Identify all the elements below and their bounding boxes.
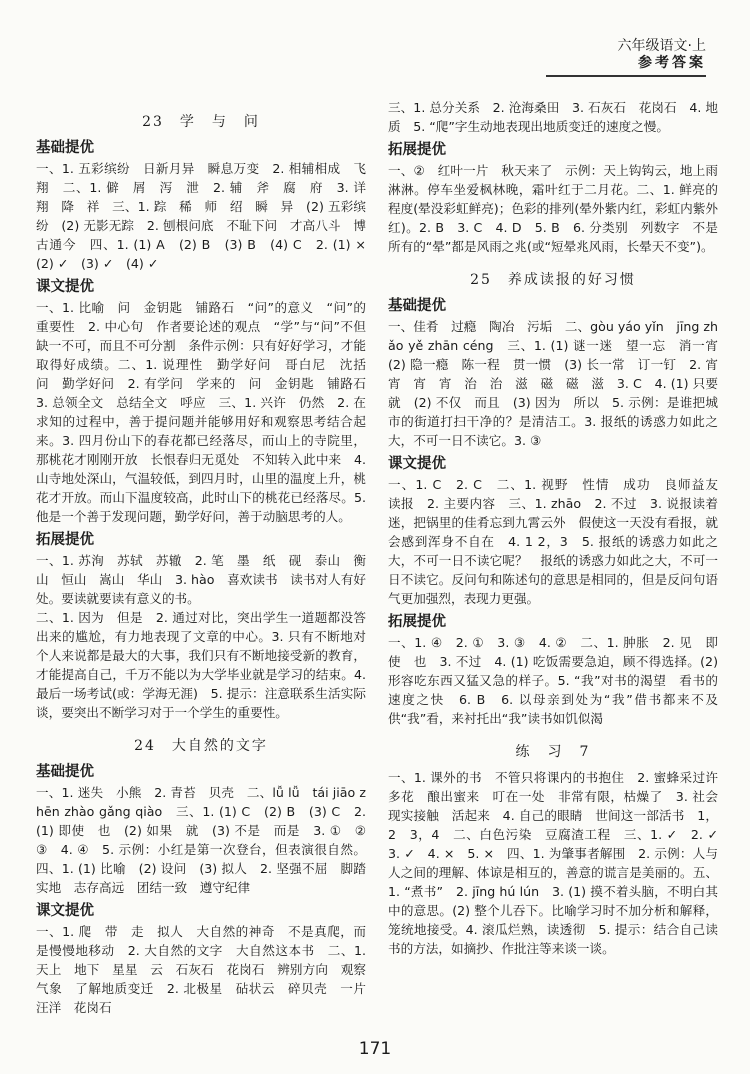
answer-paragraph: 一、1. 五彩缤纷 日新月异 瞬息万变 2. 相辅相成 飞翔 二、1. 僻 屑 泻 泄 2. 辅 斧 腐 府 3. 详 翔 降 祥 三、1. 踪 稀 师 绍 瞬 异 (2) 五彩缤纷 (2) 无影无踪 2. 刨根问底 不耻下问 才高八斗 博古通今 四、1. (1) A (2) B (3) B (4) C 2. (1) × (2) ✓ (3) ✓ (4) ✓ bbox=[36, 161, 379, 271]
section-heading: 基础提优 bbox=[36, 140, 94, 156]
answer-paragraph: 一、1. ④ 2. ① 3. ③ 4. ② 二、1. 肿胀 2. 见 即使 也 3. 不过 4. (1) 吃饭需要急迫，顾不得选择。(2) 形容吃东西又猛又急的样子。5. “我”对书的渴望 看书的速度之快 6. B 6. 以母亲到处为“我”借书都来不及供“我”看，来衬托出“我”读书如饥似渴 bbox=[388, 635, 718, 726]
section-heading: 拓展提优 bbox=[36, 532, 94, 548]
header-subtitle: 参考答案 bbox=[638, 55, 706, 71]
chapter-title: 23 学 与 问 bbox=[142, 114, 260, 130]
answer-paragraph: 一、1. C 2. C 二、1. 视野 性情 成功 良师益友 读报 2. 主要内容 三、1. zhāo 2. 不过 3. 说报读着迷，把锅里的佳肴忘到九霄云外 假使这一天没有看报，就会感到浑身不自在 4. 1 2，3 5. 报纸的诱惑力如此之大，不可一日不读它呢？ 报纸的诱惑力如此之大，不可一日不读它。反问句和陈述句的意思是相同的，但是反问句语气更加强烈，表现力更强。 bbox=[388, 477, 731, 606]
answer-paragraph: 一、1. 爬 带 走 拟人 大自然的神奇 不是真爬，而是慢慢地移动 2. 大自然的文字 大自然这本书 二、1. 天上 地下 星星 云 石灰石 花岗石 辨别方向 观察气象 了解地质变迁 2. 北极星 砧状云 碎贝壳 一片汪洋 花岗石 bbox=[36, 924, 366, 1015]
right-column bbox=[388, 98, 731, 958]
answer-paragraph: 一、1. 比喻 问 金钥匙 铺路石 “问”的意义 “问”的重要性 2. 中心句 作者要论述的观点 “学”与“问”不但缺一不可，而且不可分割 条件示例：只有好好学习，才能取得好成绩。二、1. 说理性 勤学好问 哥白尼 沈括 问 勤学好问 2. 有学问 学来的 问 金钥匙 铺路石 3. 总领全文 总结全文 呼应 三、1. 兴许 仍然 2. 在求知的过程中，善于提问题并能够用好和观察思考结合起来。3. 四月份山下的春花都已经落尽，而山上的寺院里，那桃花才刚刚开放 长恨春归无觅处 不知转入此中来 4. 山寺地处深山，气温较低，到四月时，山里的温度上升，桃花才开放。而山下温度较高，此时山下的桃花已经落尽。5. 他是一个善于发现问题，勤学好问，善于动脑思考的人。 bbox=[36, 300, 379, 524]
section-heading: 课文提优 bbox=[388, 456, 446, 472]
section-heading: 基础提优 bbox=[36, 764, 94, 780]
left-column bbox=[36, 98, 379, 1017]
answer-page bbox=[36, 98, 731, 1048]
chapter-title: 练 习 7 bbox=[515, 744, 591, 760]
page-header bbox=[546, 0, 706, 77]
answer-paragraph: 三、1. 总分关系 2. 沧海桑田 3. 石灰石 花岗石 4. 地质 5. “爬”字生动地表现出地质变迁的速度之慢。 bbox=[388, 100, 718, 134]
section-heading: 拓展提优 bbox=[388, 142, 446, 158]
answer-paragraph: 一、1. 迷失 小熊 2. 青苔 贝壳 二、lǚ lǚ tái jiāo zhēn zhào gǎng qiào 三、1. (1) C (2) B (3) C 2. (1) 即使 也 (2) 如果 就 (3) 不是 而是 3. ① ② ③ 4. ④ 5. 示例：小红是第一次登台，但表演很自然。四、1. (1) 比喻 (2) 设问 (3) 拟人 2. 坚强不屈 脚踏实地 志存高远 团结一致 遵守纪律 bbox=[36, 785, 379, 895]
chapter-title: 25 养成读报的好习惯 bbox=[470, 272, 636, 288]
answer-paragraph: 一、1. 苏洵 苏轼 苏辙 2. 笔 墨 纸 砚 泰山 衡山 恒山 嵩山 华山 3. hào 喜欢读书 读书对人有好处。要读就要读有意义的书。 bbox=[36, 553, 366, 606]
section-heading: 基础提优 bbox=[388, 298, 446, 314]
page-number: 171 bbox=[358, 1039, 392, 1059]
answer-paragraph: 一、② 红叶一片 秋天来了 示例：天上钩钩云，地上雨淋淋。停车坐爱枫林晚，霜叶红于二月花。二、1. 鲜亮的程度(晕没彩虹鲜亮)；色彩的排列(晕外紫内红，彩虹内紫外红)。2. B 3. C 4. D 5. B 6. 分类别 列数字 不是所有的“晕”都是风雨之兆(或“短晕兆风雨，长晕天不变”)。 bbox=[388, 163, 718, 254]
section-heading: 课文提优 bbox=[36, 279, 94, 295]
section-heading: 课文提优 bbox=[36, 903, 94, 919]
chapter-title: 24 大自然的文字 bbox=[134, 738, 268, 754]
answer-paragraph: 二、1. 因为 但是 2. 通过对比，突出学生一道题都没答出来的尴尬，有力地表现了文章的中心。3. 只有不断地对个人来说都是最大的大事，我们只有不断地接受新的教育，才能提高自己，千万不能以为大学毕业就是学习的结束。4. 最后一场考试(或：学海无涯) 5. 提示：注意联系生活实际谈，要突出不断学习对于一个学生的重要性。 bbox=[36, 610, 366, 720]
header-title: 六年级语文·上 bbox=[617, 38, 706, 54]
answer-paragraph: 一、1. 课外的书 不管只将课内的书抱住 2. 蜜蜂采过许多花 酿出蜜来 叮在一处 非常有限，枯燥了 3. 社会现实接触 活起来 4. 自己的眼睛 世间这一部活书 1，2 3，4 二、白色污染 豆腐渣工程 三、1. ✓ 2. ✓ 3. ✓ 4. × 5. × 四、1. 为肇事者解围 2. 示例：人与人之间的理解、体谅是相互的，善意的谎言是美丽的。五、1. “煮书” 2. jīng hú lún 3. (1) 摸不着头脑，不明白其中的意思。(2) 整个儿吞下。比喻学习时不加分析和解释，笼统地接受。4. 滚瓜烂熟，读透彻 5. 提示：结合自己读书的方法，如摘抄、作批注等来谈一谈。 bbox=[388, 770, 731, 956]
header-rule bbox=[546, 75, 706, 77]
answer-paragraph: 一、佳肴 过瘾 陶冶 污垢 二、gòu yáo yǐn jīng zhǎo yě zhān céng 三、1. (1) 谜一迷 望一忘 消一宵 (2) 隐一瘾 陈一程 贯一惯 (3) 长一常 订一钉 2. 宵 宵 宵 宵 治 治 滋 磁 磁 滋 3. C 4. (1) 只要 就 (2) 不仅 而且 (3) 因为 所以 5. 示例：是谁把城市的街道打扫干净的？是清洁工。3. 报纸的诱惑力如此之大，不可一日不读它。3. ③ bbox=[388, 319, 731, 448]
section-heading: 拓展提优 bbox=[388, 614, 446, 630]
